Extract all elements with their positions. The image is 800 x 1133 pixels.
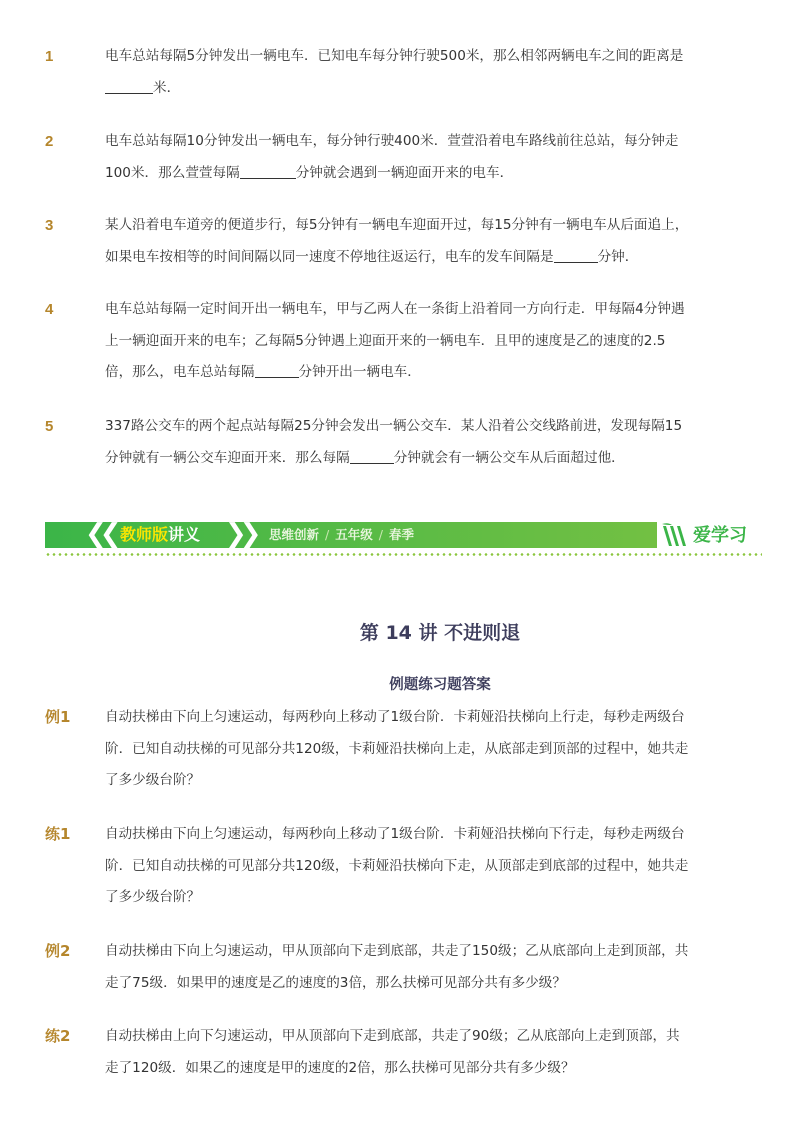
problem-number: 1 <box>45 48 54 65</box>
example-line: 自动扶梯由下向上匀速运动，每两秒向上移动了1级台阶．卡莉娅沿扶梯向下行走，每秒走两级台 <box>105 826 685 842</box>
problem-number: 5 <box>45 418 54 435</box>
problem-text <box>105 41 723 104</box>
answer-blank[interactable] <box>255 363 299 378</box>
double-chevron-left-icon: ❮❮ <box>85 519 115 549</box>
problem-line: 337路公交车的两个起点站每隔25分钟会发出一辆公交车．某人沿着公交线路前进，发现每隔15 <box>105 418 683 434</box>
banner-title-prefix: 教师版 <box>120 525 169 544</box>
banner-subtitle <box>269 522 414 548</box>
problem-line <box>105 357 723 389</box>
problem-line-before: 100米．那么萱萱每隔 <box>105 164 240 181</box>
problem-line: 电车总站每隔一定时间开出一辆电车，甲与乙两人在一条街上沿着同一方向行走．甲每隔4分钟遇 <box>105 301 685 317</box>
brand-logo-text: 爱学习 <box>693 525 747 546</box>
section-title: 例题练习题答案 <box>389 677 491 693</box>
problem-line: 电车总站每隔10分钟发出一辆电车，每分钟行驶400米．萱萱沿着电车路线前往总站，每分钟走 <box>105 133 679 149</box>
problem-line: 上一辆迎面开来的电车；乙每隔5分钟遇上迎面开来的一辆电车．且甲的速度是乙的速度的2.5 <box>105 332 666 349</box>
banner-subtitle-part: 思维创新 <box>269 527 320 542</box>
banner-separator: / <box>378 527 383 542</box>
banner-separator: / <box>325 527 330 542</box>
problem-line-after: 分钟就会遇到一辆迎面开来的电车． <box>295 164 514 181</box>
problem-number: 3 <box>45 217 54 234</box>
problem-line: 电车总站每隔5分钟发出一辆电车．已知电车每分钟行驶500米，那么相邻两辆电车之间的距离是 <box>105 48 684 64</box>
banner-title-suffix: 讲义 <box>168 525 201 544</box>
banner-dotted-divider <box>45 553 762 556</box>
example-label: 例1 <box>45 708 71 726</box>
example-label: 例2 <box>45 942 71 960</box>
brand-leaf-logo-icon <box>660 522 690 550</box>
problem-line-before: 分钟就有一辆公交车迎面开来．那么每隔 <box>105 449 350 466</box>
lecture-title: 第 14 讲 不进则退 <box>359 622 521 644</box>
problem-line-before: 如果电车按相等的时间间隔以同一速度不停地往返运行，电车的发车间隔是 <box>105 248 554 265</box>
problem-line-after: 分钟就会有一辆公交车从后面超过他． <box>393 449 625 466</box>
problem-line-before: 倍，那么，电车总站每隔 <box>105 364 255 380</box>
problem-line <box>105 242 723 274</box>
problem-number: 4 <box>45 301 54 318</box>
problem-line <box>105 158 723 190</box>
problem-line <box>105 73 723 105</box>
example-line: 了多少级台阶？ <box>105 772 201 788</box>
banner-subtitle-part: 春季 <box>388 527 414 542</box>
answer-blank[interactable] <box>554 248 598 263</box>
example-text <box>105 1021 723 1084</box>
example-line: 自动扶梯由上向下匀速运动，甲从顶部向下走到底部，共走了90级；乙从底部向上走到顶部，共 <box>105 1028 680 1044</box>
problem-line: 某人沿着电车道旁的便道步行，每5分钟有一辆电车迎面开过，每15分钟有一辆电车从后面追上， <box>105 217 689 233</box>
example-line: 阶．已知自动扶梯的可见部分共120级，卡莉娅沿扶梯向上走，从底部走到顶部的过程中，她共走 <box>105 740 689 757</box>
example-line: 走了120级．如果乙的速度是甲的速度的2倍，那么扶梯可见部分共有多少级？ <box>105 1059 575 1076</box>
example-line: 了多少级台阶？ <box>105 889 201 905</box>
answer-blank[interactable] <box>350 449 394 464</box>
problem-text <box>105 411 723 474</box>
example-line: 自动扶梯由下向上匀速运动，每两秒向上移动了1级台阶．卡莉娅沿扶梯向上行走，每秒走两级台 <box>105 709 685 725</box>
banner-title <box>120 522 200 548</box>
problem-line <box>105 443 723 475</box>
example-line: 走了75级．如果甲的速度是乙的速度的3倍，那么扶梯可见部分共有多少级？ <box>105 974 566 991</box>
example-text <box>105 819 723 914</box>
problem-number: 2 <box>45 133 54 150</box>
example-text <box>105 702 723 797</box>
example-label: 练1 <box>45 825 71 843</box>
example-label: 练2 <box>45 1027 71 1045</box>
problem-text <box>105 126 723 189</box>
problem-text <box>105 210 723 273</box>
example-line: 自动扶梯由下向上匀速运动，甲从顶部向下走到底部，共走了150级；乙从底部向上走到顶部，共 <box>105 943 689 959</box>
answer-blank[interactable] <box>105 79 153 94</box>
problem-line-after: 分钟开出一辆电车． <box>298 364 421 380</box>
banner-subtitle-part: 五年级 <box>335 527 373 542</box>
answer-blank[interactable] <box>240 164 296 179</box>
double-chevron-right-icon: ❯❯ <box>225 519 255 549</box>
page-banner <box>45 518 762 554</box>
problem-line-after: 分钟． <box>597 248 639 265</box>
example-text <box>105 936 723 999</box>
problem-line-after: 米． <box>153 79 181 96</box>
example-line: 阶．已知自动扶梯的可见部分共120级，卡莉娅沿扶梯向下走，从顶部走到底部的过程中，她共走 <box>105 857 689 874</box>
problem-text <box>105 294 723 389</box>
